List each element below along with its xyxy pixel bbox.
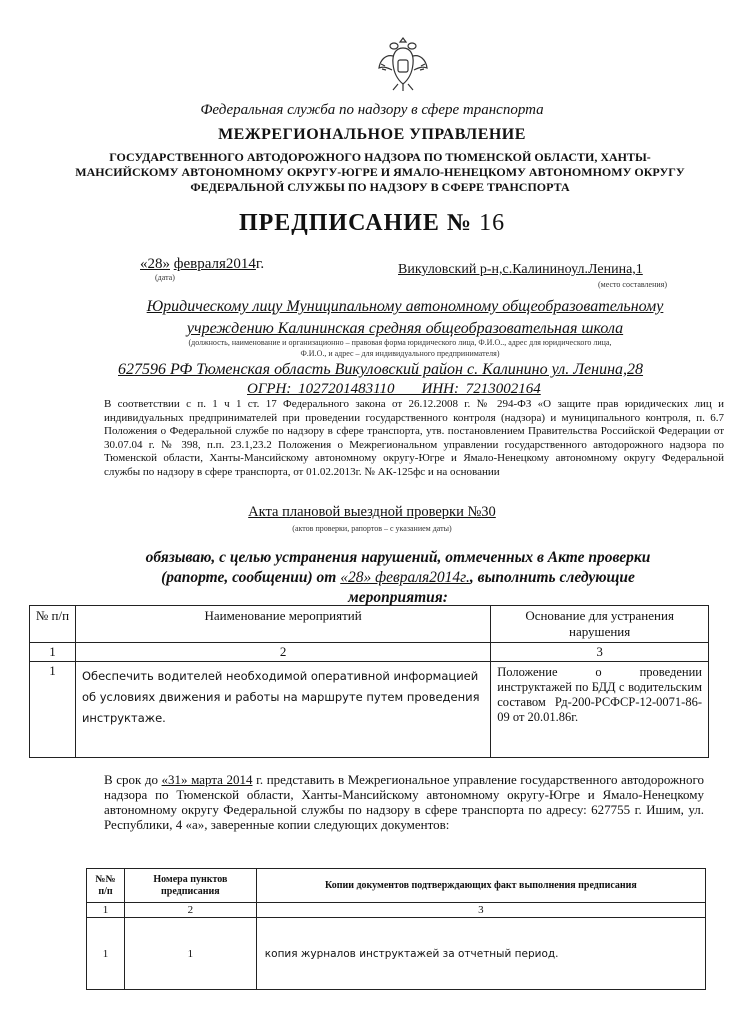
measure-text: Обеспечить водителей необходимой оперативной информацией об условиях движения и работы на маршруте путем проведения инструктаже.: [75, 662, 490, 758]
deadline-text: г. представить в Межрегиональное управление государственного автодорожного надзора по Тюменской области, Ханты-Мансийскому автономному округу-Югре и Ямало-Ненецкому автономному округу Федеральной службы по надзору в сфере транспорта по адресу: 627755 г. Ишим, ул. Республики, 4 «а», заверенные копии следующих документов:: [104, 772, 705, 832]
entity-caption-line: Ф.И.О., и адрес – для индивидуального предпринимателя): [300, 349, 500, 358]
table-header-row: [30, 606, 709, 643]
index-cell: 3: [256, 903, 705, 918]
header-cell: №№ п/п: [87, 869, 125, 903]
obligation-date: «28» февраля2014г.: [340, 569, 470, 586]
header-cell: Основание для устранения нарушения: [491, 606, 709, 643]
index-cell: 1: [87, 903, 125, 918]
subtitle-line: ГОСУДАРСТВЕННОГО АВТОДОРОЖНОГО НАДЗОРА ПО ТЮМЕНСКОЙ ОБЛАСТИ, ХАНТЫ-: [109, 150, 651, 164]
index-cell: 2: [75, 643, 490, 662]
entity-address: 627596 РФ Тюменская область Викуловский район с. Калинино ул. Ленина,28: [118, 361, 644, 378]
document-copy: копия журналов инструктажей за отчетный период.: [256, 918, 705, 990]
measures-table: [29, 605, 709, 758]
documents-table: [86, 868, 706, 990]
table-row: [87, 918, 706, 990]
entity-caption-line: (должность, наименование и организационно – правовая форма юридического лица, Ф.И.О.., адрес для юридического лица,: [188, 338, 612, 347]
legal-basis-text: В соответствии с п. 1 ч 1 ст. 17 Федерального закона от 26.12.2008 г. № 294-ФЗ «О защите прав юридических лиц и индивидуальных предпринимателей при проведении государственного контроля (надзора) и муниципального контроля, п. 6.7 Положения о Федеральной службе по надзору в сфере транспорта, утв. постановлением Правительства Российской Федерации от 30.07.04 г. № 398, п.п. 23.1,23.2 Положения о Межрегиональном управлении государственного автодорожного надзора по Тюменской области, Ханты-Мансийскому автономному округу-Югре и Ямало-Ненецкому автономному округу Федеральной службы по надзору в сфере транспорта, от 01.02.2013г. № АК-125фс и на основании: [104, 398, 724, 478]
deadline-prefix: В срок до: [104, 772, 158, 787]
date-month-year: февраля2014: [173, 256, 256, 272]
inn-value: ИНН: 7213002164: [421, 381, 541, 397]
prescription-number: 16: [479, 210, 506, 236]
document-title: [0, 210, 744, 237]
entity-name: [90, 296, 720, 340]
table-index-row: [30, 643, 709, 662]
place-caption: (место составления): [598, 280, 667, 289]
agency-name: Федеральная служба по надзору в сфере транспорта: [200, 102, 544, 118]
inspection-act: Акта плановой выездной проверки №30: [248, 504, 496, 520]
measure-basis: Положение о проведении инструктажей по БДД с водительским составом Рд-200-РСФСР-12-0071-86-09 от 20.01.86г.: [491, 662, 709, 758]
entity-line: учреждению Калининская средняя общеобразовательная школа: [186, 320, 624, 337]
obligation-text-end: , выполнить следующие мероприятия:: [348, 569, 635, 606]
row-point: 1: [124, 918, 256, 990]
date-suffix: г.: [255, 256, 265, 272]
obligation-statement: [118, 548, 678, 608]
index-cell: 2: [124, 903, 256, 918]
header-cell: Номера пунктов предписания: [124, 869, 256, 903]
table-header-row: [87, 869, 706, 903]
obligation-text: обязываю, с целью устранения нарушений, отмеченных в Акте проверки (рапорте, сообщении) от: [145, 549, 651, 586]
row-number: 1: [87, 918, 125, 990]
row-number: 1: [30, 662, 76, 758]
act-caption: (актов проверки, рапортов – с указанием даты): [292, 524, 452, 533]
date-caption: (дата): [155, 273, 175, 282]
header-cell: Наименование мероприятий: [75, 606, 490, 643]
date-day: «28»: [140, 256, 170, 272]
deadline-paragraph: [104, 772, 704, 832]
index-cell: 3: [491, 643, 709, 662]
index-cell: 1: [30, 643, 76, 662]
entity-registration: [247, 381, 541, 398]
subtitle-line: МАНСИЙСКОМУ АВТОНОМНОМУ ОКРУГУ-ЮГРЕ И ЯМАЛО-НЕНЕЦКОМУ АВТОНОМНОМУ ОКРУГУ: [75, 165, 685, 179]
document-date: [140, 256, 264, 273]
header-cell: № п/п: [30, 606, 76, 643]
coat-of-arms-emblem: [376, 34, 430, 92]
table-index-row: [87, 903, 706, 918]
table-row: [30, 662, 709, 758]
place-value: Викуловский р-н,с.Калининоул.Ленина,1: [398, 262, 643, 277]
header-cell: Копии документов подтверждающих факт выполнения предписания: [256, 869, 705, 903]
entity-caption: [120, 337, 680, 359]
subtitle-line: ФЕДЕРАЛЬНОЙ СЛУЖБЫ ПО НАДЗОРУ В СФЕРЕ ТРАНСПОРТА: [190, 180, 570, 194]
title-label: ПРЕДПИСАНИЕ №: [238, 210, 473, 236]
ogrn-value: ОГРН: 1027201483110: [247, 381, 395, 397]
place-of-compilation: [398, 262, 643, 278]
entity-line: Юридическому лицу Муниципальному автономному общеобразовательному: [146, 298, 664, 315]
department-subtitle: [60, 150, 700, 195]
deadline-date: «31» марта 2014: [161, 772, 253, 787]
department-name: МЕЖРЕГИОНАЛЬНОЕ УПРАВЛЕНИЕ: [218, 126, 526, 143]
